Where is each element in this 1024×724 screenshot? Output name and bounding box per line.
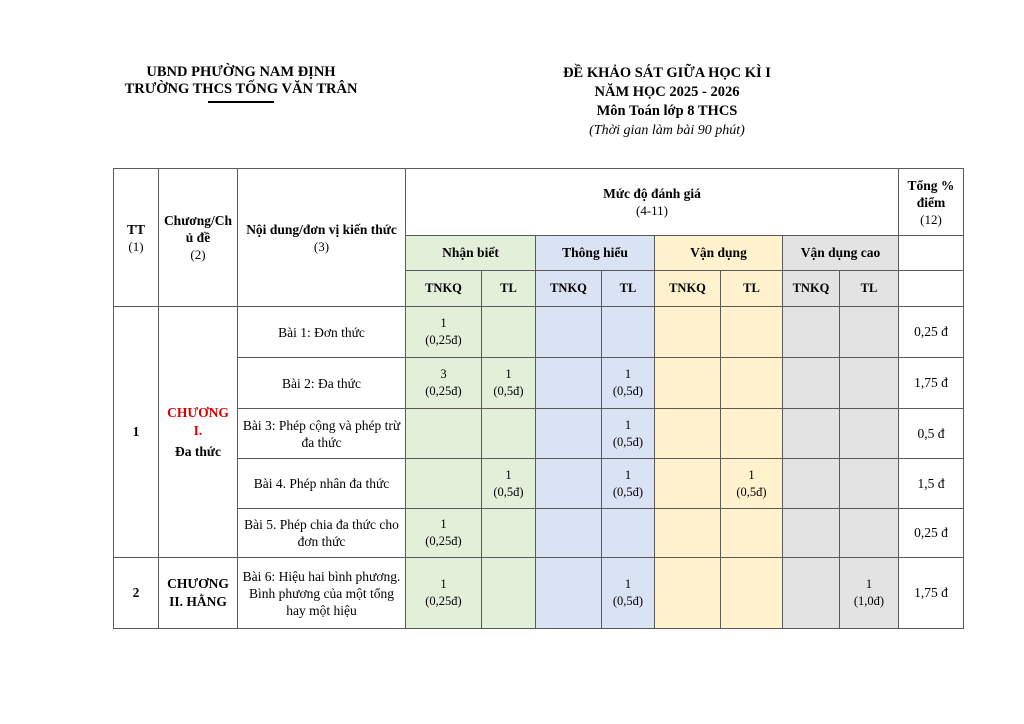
level-header-van-dung: Vận dụng [655,236,783,271]
cell-count: 1 [865,577,873,591]
matrix-cell-vdc-tnkq [783,509,840,558]
matrix-cell-vd-tnkq [655,358,721,409]
row-group-2-number: 2 [114,558,159,629]
total-col-spacer-2 [899,271,964,307]
col-header-levels-label: Mức độ đánh giá [603,186,701,201]
cell-points: (0,5đ) [493,384,524,398]
topic-cell: Bài 4. Phép nhân đa thức [238,459,406,509]
exam-header [517,64,817,140]
col-header-tt-label: TT [126,221,145,237]
cell-points: (0,25đ) [425,333,462,347]
matrix-cell-vdc-tl [840,558,899,629]
cell-points: (1,0đ) [853,594,885,608]
level-header-van-dung-cao: Vận dụng cao [783,236,899,271]
row-total-cell: 0,25 đ [899,307,964,358]
org-header [91,64,391,103]
total-col-spacer-1 [899,236,964,271]
exam-matrix-table [113,168,964,629]
matrix-cell-th-tl [602,409,655,459]
col-header-chapter-num: (2) [190,247,206,262]
matrix-cell-th-tl [602,558,655,629]
cell-points: (0,25đ) [425,594,462,608]
sub-header-th-tnkq: TNKQ [536,271,602,307]
exam-duration: (Thời gian làm bài 90 phút) [589,123,745,138]
row-total-cell: 1,75 đ [899,558,964,629]
matrix-cell-th-tl [602,358,655,409]
matrix-cell-vd-tnkq [655,509,721,558]
matrix-cell-nb-tl [482,459,536,509]
sub-header-vd-tnkq: TNKQ [655,271,721,307]
matrix-cell-th-tnkq [536,459,602,509]
cell-count: 1 [624,417,632,432]
matrix-cell-th-tnkq [536,558,602,629]
matrix-cell-th-tnkq [536,307,602,358]
matrix-cell-th-tnkq [536,358,602,409]
matrix-cell-nb-tnkq [406,459,482,509]
cell-count: 1 [440,517,447,531]
matrix-cell-nb-tl [482,409,536,459]
col-header-tt [114,169,159,307]
matrix-cell-nb-tl [482,307,536,358]
chapter-2-title: CHƯƠNG II. HẰNG [167,576,229,609]
topic-cell: Bài 1: Đơn thức [238,307,406,358]
exam-subject: Môn Toán lớp 8 THCS [596,103,738,119]
cell-points: (0,5đ) [493,484,524,499]
col-header-total [899,169,964,236]
cell-points: (0,25đ) [425,534,462,548]
matrix-cell-nb-tl [482,558,536,629]
matrix-cell-nb-tnkq [406,358,482,409]
col-header-content-num: (3) [313,238,330,254]
level-header-nhan-biet: Nhận biết [406,236,536,271]
matrix-cell-vd-tl [721,558,783,629]
row-group-1-number: 1 [114,307,159,558]
matrix-cell-vdc-tnkq [783,307,840,358]
cell-points: (0,5đ) [612,484,644,499]
sub-header-th-tl: TL [602,271,655,307]
cell-count: 3 [440,367,447,381]
matrix-cell-nb-tnkq [406,307,482,358]
cell-count: 1 [624,467,632,482]
matrix-cell-vdc-tnkq [783,358,840,409]
matrix-cell-nb-tl [482,509,536,558]
row-group-2-chapter [159,558,238,629]
row-total-cell: 0,5 đ [899,409,964,459]
col-header-content-label: Nội dung/đơn vị kiến thức [246,221,397,237]
col-header-total-label: Tổng % điểm [907,177,955,210]
topic-cell: Bài 5. Phép chia đa thức cho đơn thức [238,509,406,558]
matrix-cell-vd-tnkq [655,409,721,459]
cell-count: 1 [505,467,512,482]
col-header-content [238,169,406,307]
chapter-1-subtitle: Đa thức [175,443,221,459]
matrix-cell-nb-tl [482,358,536,409]
matrix-cell-th-tnkq [536,509,602,558]
cell-points: (0,5đ) [612,594,644,608]
matrix-cell-th-tl [602,307,655,358]
matrix-cell-th-tnkq [536,409,602,459]
cell-count: 1 [440,577,447,591]
matrix-cell-vdc-tl [840,509,899,558]
row-group-1-chapter [159,307,238,558]
cell-points: (0,5đ) [736,484,767,499]
cell-count: 1 [748,467,755,482]
org-name-line1: UBND PHƯỜNG NAM ĐỊNH [146,64,336,80]
cell-count: 1 [505,367,512,381]
cell-count: 1 [624,367,632,381]
row-total-cell: 0,25 đ [899,509,964,558]
matrix-cell-vdc-tnkq [783,459,840,509]
matrix-cell-nb-tnkq [406,409,482,459]
col-header-chapter-label: Chương/Chủ đề [163,213,233,245]
col-header-total-num: (12) [920,211,942,227]
exam-title: ĐỀ KHẢO SÁT GIỮA HỌC KÌ I [563,65,771,81]
level-header-thong-hieu: Thông hiểu [536,236,655,271]
row-total-cell: 1,5 đ [899,459,964,509]
org-name-line2: TRƯỜNG THCS TỐNG VĂN TRÂN [124,81,358,97]
matrix-cell-vd-tnkq [655,459,721,509]
header-underline [208,101,274,103]
matrix-cell-vdc-tl [840,358,899,409]
col-header-tt-num: (1) [128,238,144,254]
topic-cell: Bài 2: Đa thức [238,358,406,409]
sub-header-nb-tl: TL [482,271,536,307]
sub-header-vd-tl: TL [721,271,783,307]
sub-header-nb-tnkq: TNKQ [406,271,482,307]
matrix-cell-th-tl [602,459,655,509]
topic-cell: Bài 6: Hiệu hai bình phương. Bình phương của một tổng hay một hiệu [238,558,406,629]
matrix-cell-vd-tl [721,509,783,558]
sub-header-vdc-tnkq: TNKQ [783,271,840,307]
col-header-levels-num: (4-11) [635,203,668,218]
matrix-cell-nb-tnkq [406,509,482,558]
matrix-cell-vd-tnkq [655,558,721,629]
matrix-cell-nb-tnkq [406,558,482,629]
exam-year: NĂM HỌC 2025 - 2026 [594,84,740,100]
matrix-cell-vd-tnkq [655,307,721,358]
matrix-cell-vdc-tl [840,459,899,509]
matrix-cell-vd-tl [721,409,783,459]
matrix-cell-vdc-tl [840,409,899,459]
row-total-cell: 1,75 đ [899,358,964,409]
matrix-cell-vdc-tnkq [783,409,840,459]
topic-cell: Bài 3: Phép cộng và phép trừ đa thức [238,409,406,459]
col-header-chapter [159,169,238,307]
cell-count: 1 [440,316,447,330]
cell-points: (0,5đ) [612,384,644,398]
matrix-cell-vd-tl [721,307,783,358]
matrix-cell-vdc-tnkq [783,558,840,629]
cell-count: 1 [624,577,632,591]
sub-header-vdc-tl: TL [840,271,899,307]
matrix-cell-vdc-tl [840,307,899,358]
cell-points: (0,25đ) [425,384,462,398]
matrix-cell-vd-tl [721,459,783,509]
matrix-cell-vd-tl [721,358,783,409]
cell-points: (0,5đ) [612,434,644,449]
col-header-levels [406,169,899,236]
chapter-1-title: CHƯƠNG I. [167,404,229,438]
matrix-cell-th-tl [602,509,655,558]
